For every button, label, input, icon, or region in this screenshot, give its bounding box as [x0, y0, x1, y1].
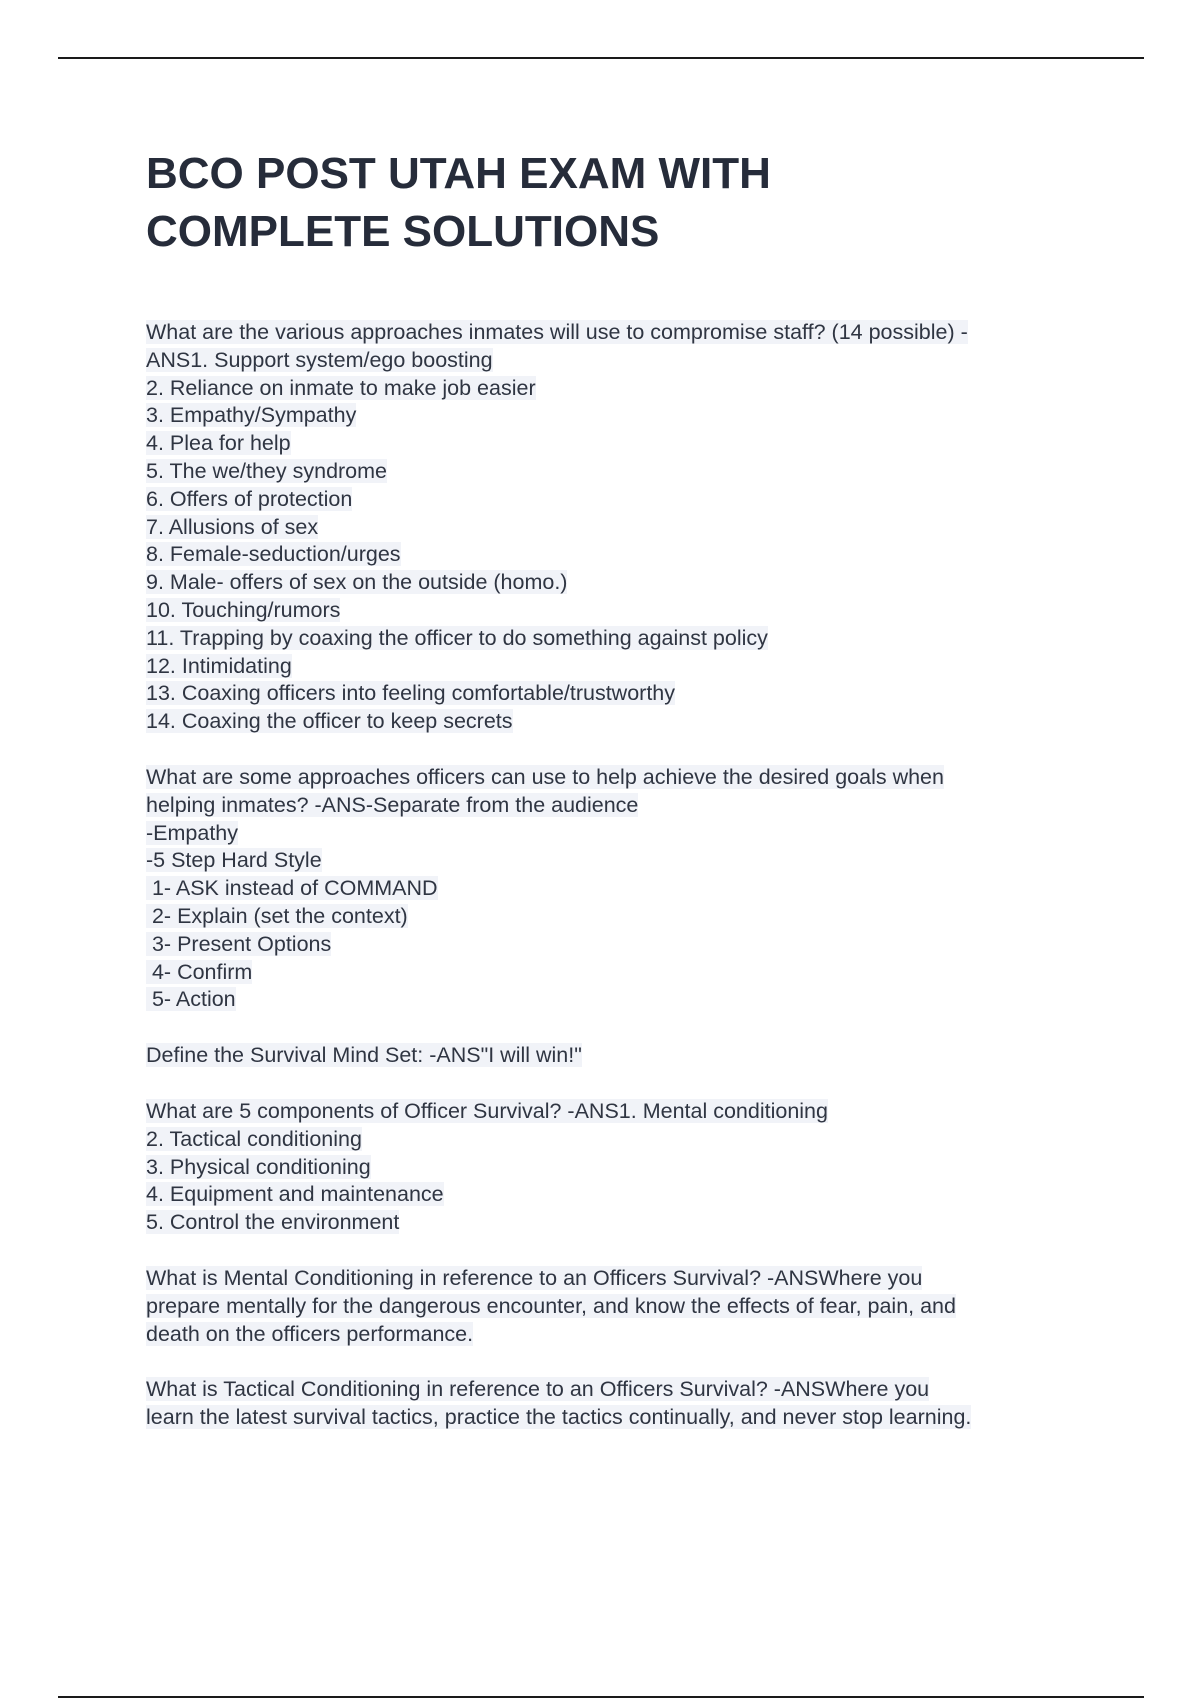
answer-line: 7. Allusions of sex — [146, 514, 319, 539]
answer-line: 3- Present Options — [146, 931, 332, 956]
question-line: What are the various approaches inmates will use to compromise staff? (14 possible) - — [146, 320, 968, 344]
answer-line: 9. Male- offers of sex on the outside (homo.) — [146, 570, 568, 595]
answer-line: 2- Explain (set the context) — [146, 903, 408, 928]
question-line: What are 5 components of Officer Survival? -ANS1. Mental conditioning — [146, 1098, 828, 1123]
answer-line: 3. Empathy/Sympathy — [146, 403, 357, 428]
document-body — [146, 145, 1106, 1460]
qa-block — [146, 1265, 1106, 1348]
answer-line: 10. Touching/rumors — [146, 597, 341, 622]
question-line: What is Tactical Conditioning in reference to an Officers Survival? -ANSWhere you — [146, 1377, 930, 1402]
qa-block — [146, 1376, 1106, 1432]
answer-line: -Empathy — [146, 820, 239, 845]
answer-line: 11. Trapping by coaxing the officer to do something against policy — [146, 625, 768, 650]
answer-line: 3. Physical conditioning — [146, 1154, 371, 1179]
answer-line: 1- ASK instead of COMMAND — [146, 876, 438, 901]
answer-line: 5- Action — [146, 987, 236, 1012]
answer-line: helping inmates? -ANS-Separate from the audience — [146, 792, 639, 817]
qa-block — [146, 319, 1106, 736]
answer-line: 14. Coaxing the officer to keep secrets — [146, 709, 513, 734]
bottom-rule — [58, 1696, 1144, 1698]
question-line: Define the Survival Mind Set: -ANS"I will win!" — [146, 1043, 582, 1068]
answer-line: 2. Tactical conditioning — [146, 1126, 362, 1151]
title-line: COMPLETE SOLUTIONS — [146, 207, 660, 256]
answer-line: 4- Confirm — [146, 959, 253, 984]
answer-line: 5. Control the environment — [146, 1210, 400, 1235]
answer-line: death on the officers performance. — [146, 1321, 474, 1346]
qa-block — [146, 1098, 1106, 1237]
page-title — [146, 145, 1106, 261]
qa-block — [146, 764, 1106, 1014]
question-line: What are some approaches officers can use to help achieve the desired goals when — [146, 764, 944, 789]
top-rule — [58, 57, 1144, 59]
answer-line: prepare mentally for the dangerous encounter, and know the effects of fear, pain, and — [146, 1293, 956, 1318]
answer-line: 4. Plea for help — [146, 431, 291, 456]
answer-line: learn the latest survival tactics, practice the tactics continually, and never stop learning. — [146, 1405, 972, 1430]
answer-line: 13. Coaxing officers into feeling comfortable/trustworthy — [146, 681, 676, 706]
answer-line: 8. Female-seduction/urges — [146, 542, 401, 567]
answer-line: 5. The we/they syndrome — [146, 458, 388, 483]
question-line: What is Mental Conditioning in reference to an Officers Survival? -ANSWhere you — [146, 1265, 923, 1290]
answer-line: 6. Offers of protection — [146, 486, 353, 511]
title-line: BCO POST UTAH EXAM WITH — [146, 149, 771, 198]
answer-line: ANS1. Support system/ego boosting — [146, 347, 493, 372]
answer-line: 4. Equipment and maintenance — [146, 1182, 444, 1207]
answer-line: 12. Intimidating — [146, 653, 292, 678]
answer-line: -5 Step Hard Style — [146, 848, 322, 873]
qa-block — [146, 1042, 1106, 1070]
answer-line: 2. Reliance on inmate to make job easier — [146, 375, 536, 400]
